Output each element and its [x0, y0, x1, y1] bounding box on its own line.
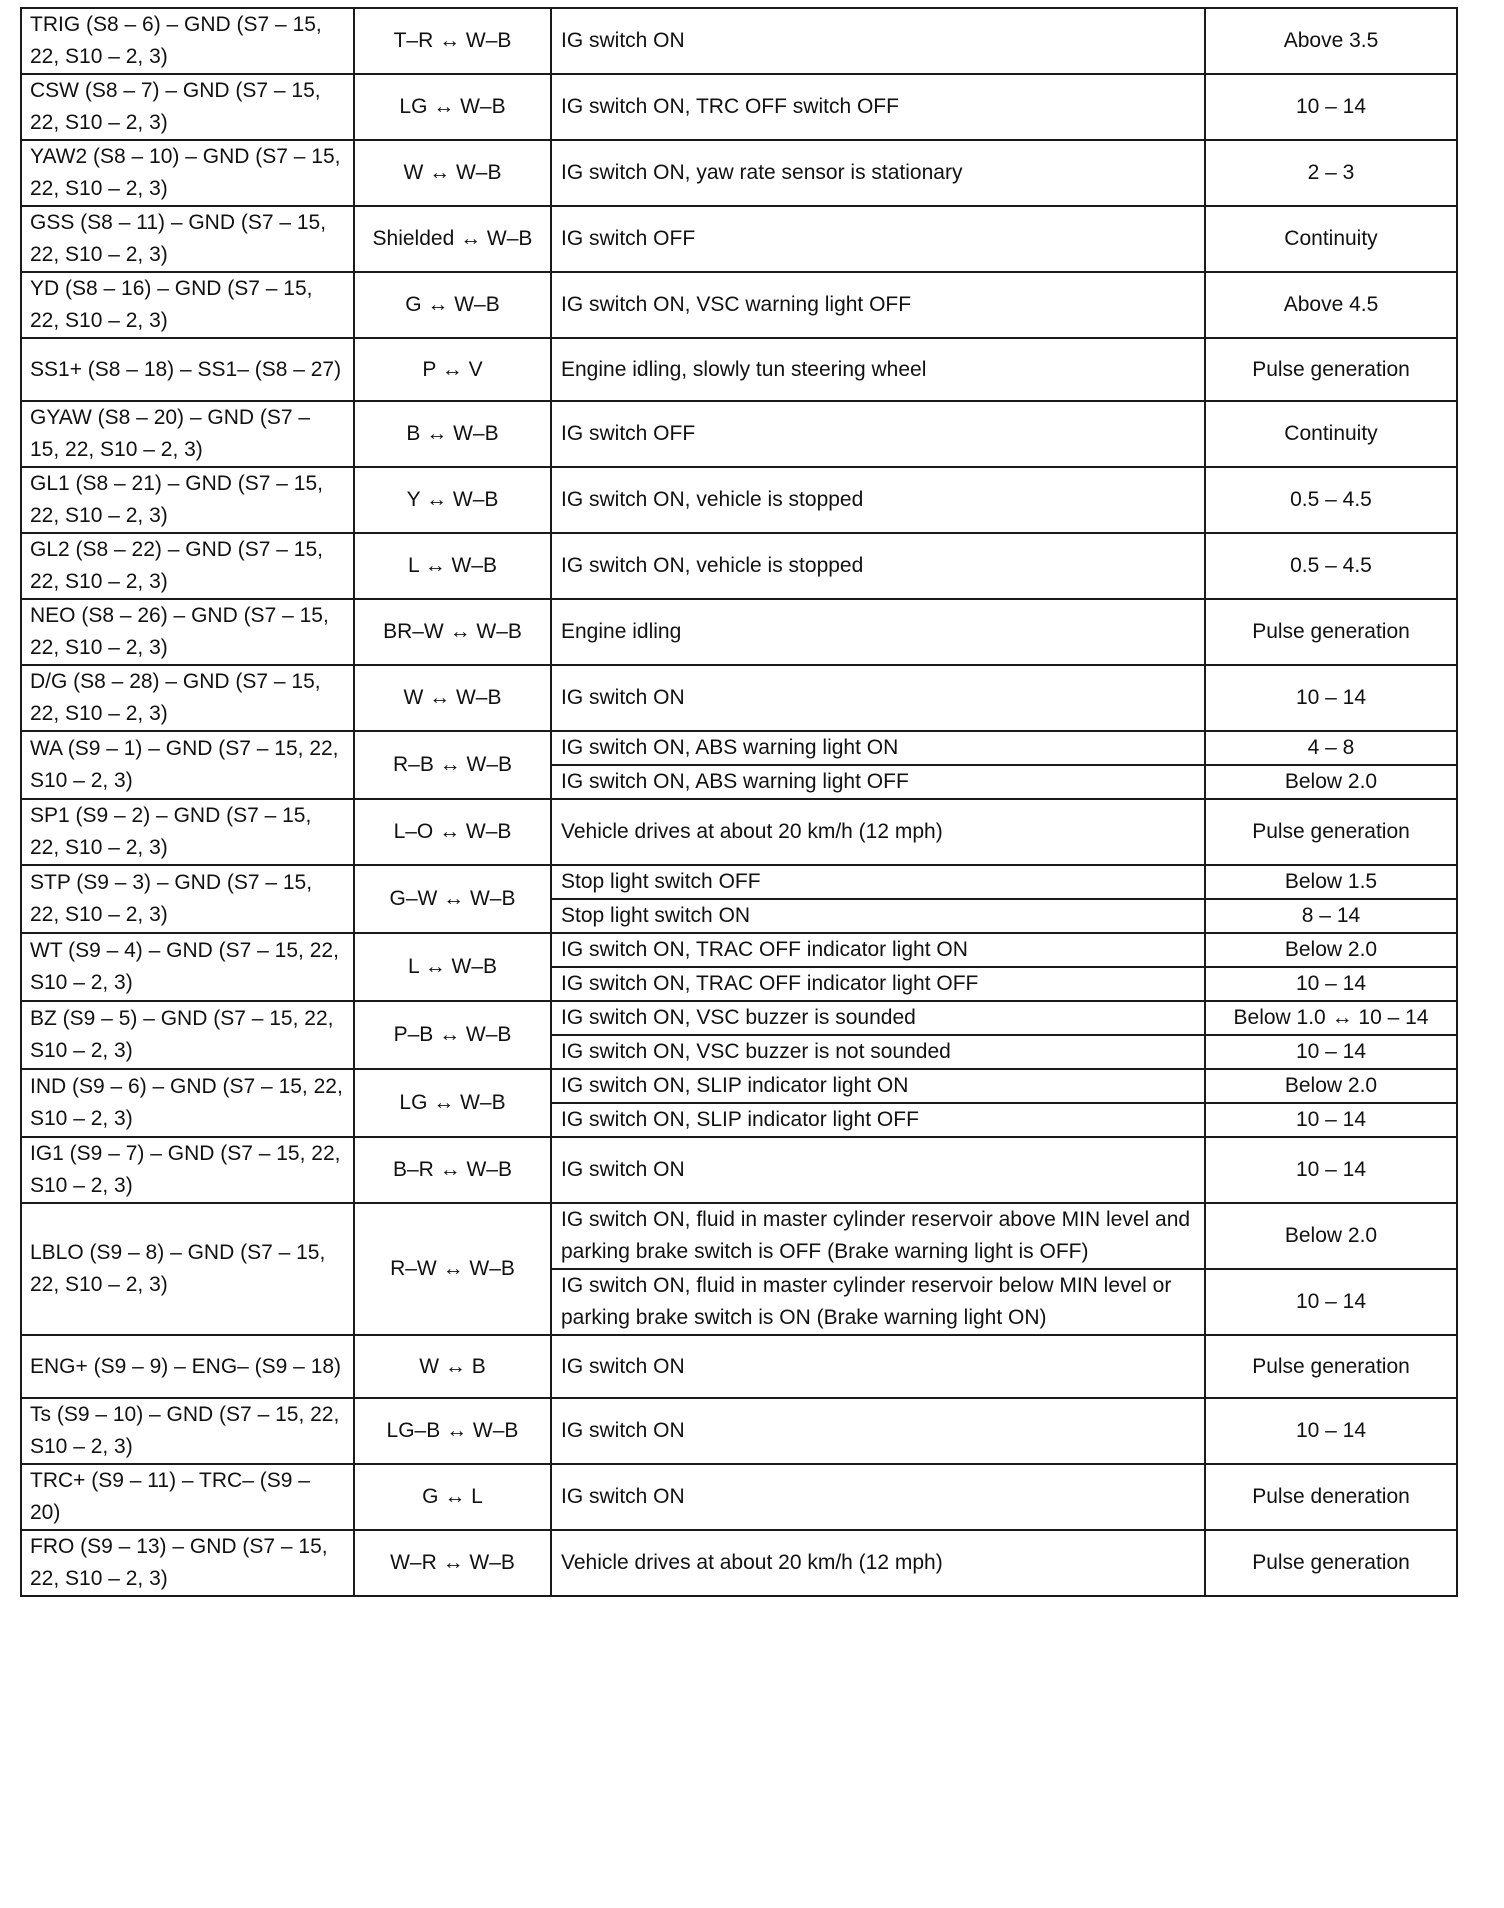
wire-color-cell: Y ↔ W–B [354, 467, 551, 533]
wire-color-cell: G ↔ W–B [354, 272, 551, 338]
condition-cell: IG switch ON [551, 8, 1205, 74]
table-row [21, 74, 1457, 140]
condition-cell: IG switch ON, VSC warning light OFF [551, 272, 1205, 338]
specified-condition-cell: 10 – 14 [1205, 1137, 1457, 1203]
specified-condition-cell: Pulse generation [1205, 338, 1457, 401]
specified-condition-cell: 10 – 14 [1205, 1398, 1457, 1464]
condition-cell: IG switch OFF [551, 206, 1205, 272]
specified-condition-cell: Pulse generation [1205, 1335, 1457, 1398]
wire-color-cell: P ↔ V [354, 338, 551, 401]
specified-condition-cell: 10 – 14 [1205, 74, 1457, 140]
wire-color-cell: R–W ↔ W–B [354, 1203, 551, 1335]
condition-cell: Engine idling, slowly tun steering wheel [551, 338, 1205, 401]
terminal-cell: SS1+ (S8 – 18) – SS1– (S8 – 27) [21, 338, 354, 401]
terminal-cell: STP (S9 – 3) – GND (S7 – 15, 22, S10 – 2, 3) [21, 865, 354, 933]
table-row [21, 1464, 1457, 1530]
terminal-cell: WA (S9 – 1) – GND (S7 – 15, 22, S10 – 2, 3) [21, 731, 354, 799]
terminal-cell: TRIG (S8 – 6) – GND (S7 – 15, 22, S10 – 2, 3) [21, 8, 354, 74]
condition-cell: Stop light switch ON [551, 899, 1205, 933]
table-row [21, 1069, 1457, 1103]
table-row [21, 272, 1457, 338]
table-row [21, 467, 1457, 533]
wire-color-cell: W ↔ W–B [354, 140, 551, 206]
terminal-cell: YD (S8 – 16) – GND (S7 – 15, 22, S10 – 2, 3) [21, 272, 354, 338]
condition-cell: Engine idling [551, 599, 1205, 665]
terminal-cell: D/G (S8 – 28) – GND (S7 – 15, 22, S10 – 2, 3) [21, 665, 354, 731]
specified-condition-cell: Continuity [1205, 206, 1457, 272]
wire-color-cell: L ↔ W–B [354, 533, 551, 599]
specified-condition-cell: Continuity [1205, 401, 1457, 467]
terminal-cell: IND (S9 – 6) – GND (S7 – 15, 22, S10 – 2, 3) [21, 1069, 354, 1137]
table-row [21, 206, 1457, 272]
specified-condition-cell: 2 – 3 [1205, 140, 1457, 206]
table-row [21, 799, 1457, 865]
condition-cell: IG switch ON, TRC OFF switch OFF [551, 74, 1205, 140]
wire-color-cell: W–R ↔ W–B [354, 1530, 551, 1596]
condition-cell: IG switch ON, TRAC OFF indicator light OFF [551, 967, 1205, 1001]
condition-cell: IG switch ON, fluid in master cylinder reservoir above MIN level and parking brake switch is OFF (Brake warning light is OFF) [551, 1203, 1205, 1269]
terminal-cell: SP1 (S9 – 2) – GND (S7 – 15, 22, S10 – 2, 3) [21, 799, 354, 865]
condition-cell: IG switch ON, ABS warning light OFF [551, 765, 1205, 799]
condition-cell: IG switch ON, SLIP indicator light OFF [551, 1103, 1205, 1137]
wire-color-cell: L–O ↔ W–B [354, 799, 551, 865]
terminal-cell: IG1 (S9 – 7) – GND (S7 – 15, 22, S10 – 2, 3) [21, 1137, 354, 1203]
table-body [21, 8, 1457, 1596]
specified-condition-cell: 10 – 14 [1205, 1269, 1457, 1335]
wire-color-cell: W ↔ B [354, 1335, 551, 1398]
terminal-cell: YAW2 (S8 – 10) – GND (S7 – 15, 22, S10 – 2, 3) [21, 140, 354, 206]
terminal-cell: FRO (S9 – 13) – GND (S7 – 15, 22, S10 – 2, 3) [21, 1530, 354, 1596]
terminal-cell: BZ (S9 – 5) – GND (S7 – 15, 22, S10 – 2, 3) [21, 1001, 354, 1069]
wire-color-cell: L ↔ W–B [354, 933, 551, 1001]
specified-condition-cell: 10 – 14 [1205, 1035, 1457, 1069]
condition-cell: Stop light switch OFF [551, 865, 1205, 899]
condition-cell: IG switch ON [551, 1137, 1205, 1203]
terminal-cell: WT (S9 – 4) – GND (S7 – 15, 22, S10 – 2, 3) [21, 933, 354, 1001]
table-row [21, 401, 1457, 467]
specified-condition-cell: Below 1.0 ↔ 10 – 14 [1205, 1001, 1457, 1035]
specified-condition-cell: Below 2.0 [1205, 1069, 1457, 1103]
terminal-cell: Ts (S9 – 10) – GND (S7 – 15, 22, S10 – 2, 3) [21, 1398, 354, 1464]
terminal-cell: ENG+ (S9 – 9) – ENG– (S9 – 18) [21, 1335, 354, 1398]
specified-condition-cell: Below 2.0 [1205, 765, 1457, 799]
wire-color-cell: B–R ↔ W–B [354, 1137, 551, 1203]
wire-color-cell: W ↔ W–B [354, 665, 551, 731]
wire-color-cell: LG ↔ W–B [354, 1069, 551, 1137]
condition-cell: IG switch ON, vehicle is stopped [551, 533, 1205, 599]
wire-color-cell: LG ↔ W–B [354, 74, 551, 140]
terminal-cell: TRC+ (S9 – 11) – TRC– (S9 – 20) [21, 1464, 354, 1530]
table-row [21, 1335, 1457, 1398]
specified-condition-cell: Above 3.5 [1205, 8, 1457, 74]
wire-color-cell: P–B ↔ W–B [354, 1001, 551, 1069]
condition-cell: IG switch ON, TRAC OFF indicator light ON [551, 933, 1205, 967]
wire-color-cell: LG–B ↔ W–B [354, 1398, 551, 1464]
terminal-inspection-table [20, 7, 1458, 1597]
condition-cell: IG switch ON [551, 665, 1205, 731]
table-row [21, 338, 1457, 401]
specified-condition-cell: 8 – 14 [1205, 899, 1457, 933]
condition-cell: IG switch ON, yaw rate sensor is stationary [551, 140, 1205, 206]
specified-condition-cell: 10 – 14 [1205, 1103, 1457, 1137]
table-row [21, 533, 1457, 599]
wire-color-cell: B ↔ W–B [354, 401, 551, 467]
specified-condition-cell: Pulse deneration [1205, 1464, 1457, 1530]
specified-condition-cell: 0.5 – 4.5 [1205, 467, 1457, 533]
specified-condition-cell: 0.5 – 4.5 [1205, 533, 1457, 599]
table-row [21, 8, 1457, 74]
condition-cell: IG switch ON, ABS warning light ON [551, 731, 1205, 765]
table-row [21, 599, 1457, 665]
wire-color-cell: Shielded ↔ W–B [354, 206, 551, 272]
table-row [21, 731, 1457, 765]
terminal-cell: CSW (S8 – 7) – GND (S7 – 15, 22, S10 – 2, 3) [21, 74, 354, 140]
condition-cell: Vehicle drives at about 20 km/h (12 mph) [551, 799, 1205, 865]
terminal-cell: GL2 (S8 – 22) – GND (S7 – 15, 22, S10 – 2, 3) [21, 533, 354, 599]
table-row [21, 1001, 1457, 1035]
condition-cell: IG switch ON [551, 1335, 1205, 1398]
table-row [21, 1398, 1457, 1464]
terminal-cell: GSS (S8 – 11) – GND (S7 – 15, 22, S10 – 2, 3) [21, 206, 354, 272]
condition-cell: IG switch ON, fluid in master cylinder reservoir below MIN level or parking brake switch is ON (Brake warning light ON) [551, 1269, 1205, 1335]
specified-condition-cell: 4 – 8 [1205, 731, 1457, 765]
condition-cell: IG switch ON, vehicle is stopped [551, 467, 1205, 533]
specified-condition-cell: Pulse generation [1205, 799, 1457, 865]
specified-condition-cell: Below 2.0 [1205, 933, 1457, 967]
specified-condition-cell: 10 – 14 [1205, 665, 1457, 731]
condition-cell: IG switch OFF [551, 401, 1205, 467]
specified-condition-cell: Below 2.0 [1205, 1203, 1457, 1269]
table-row [21, 933, 1457, 967]
terminal-cell: GL1 (S8 – 21) – GND (S7 – 15, 22, S10 – 2, 3) [21, 467, 354, 533]
specified-condition-cell: Pulse generation [1205, 1530, 1457, 1596]
specified-condition-cell: Pulse generation [1205, 599, 1457, 665]
specified-condition-cell: 10 – 14 [1205, 967, 1457, 1001]
terminal-cell: LBLO (S9 – 8) – GND (S7 – 15, 22, S10 – 2, 3) [21, 1203, 354, 1335]
terminal-cell: GYAW (S8 – 20) – GND (S7 – 15, 22, S10 – 2, 3) [21, 401, 354, 467]
condition-cell: IG switch ON, VSC buzzer is not sounded [551, 1035, 1205, 1069]
table-row [21, 1137, 1457, 1203]
wire-color-cell: BR–W ↔ W–B [354, 599, 551, 665]
table-row [21, 1203, 1457, 1269]
specified-condition-cell: Above 4.5 [1205, 272, 1457, 338]
table-row [21, 865, 1457, 899]
condition-cell: IG switch ON [551, 1398, 1205, 1464]
wire-color-cell: G–W ↔ W–B [354, 865, 551, 933]
condition-cell: IG switch ON, SLIP indicator light ON [551, 1069, 1205, 1103]
table-row [21, 140, 1457, 206]
terminal-cell: NEO (S8 – 26) – GND (S7 – 15, 22, S10 – 2, 3) [21, 599, 354, 665]
specified-condition-cell: Below 1.5 [1205, 865, 1457, 899]
wire-color-cell: G ↔ L [354, 1464, 551, 1530]
wire-color-cell: R–B ↔ W–B [354, 731, 551, 799]
table-row [21, 665, 1457, 731]
condition-cell: Vehicle drives at about 20 km/h (12 mph) [551, 1530, 1205, 1596]
wire-color-cell: T–R ↔ W–B [354, 8, 551, 74]
condition-cell: IG switch ON [551, 1464, 1205, 1530]
condition-cell: IG switch ON, VSC buzzer is sounded [551, 1001, 1205, 1035]
table-row [21, 1530, 1457, 1596]
